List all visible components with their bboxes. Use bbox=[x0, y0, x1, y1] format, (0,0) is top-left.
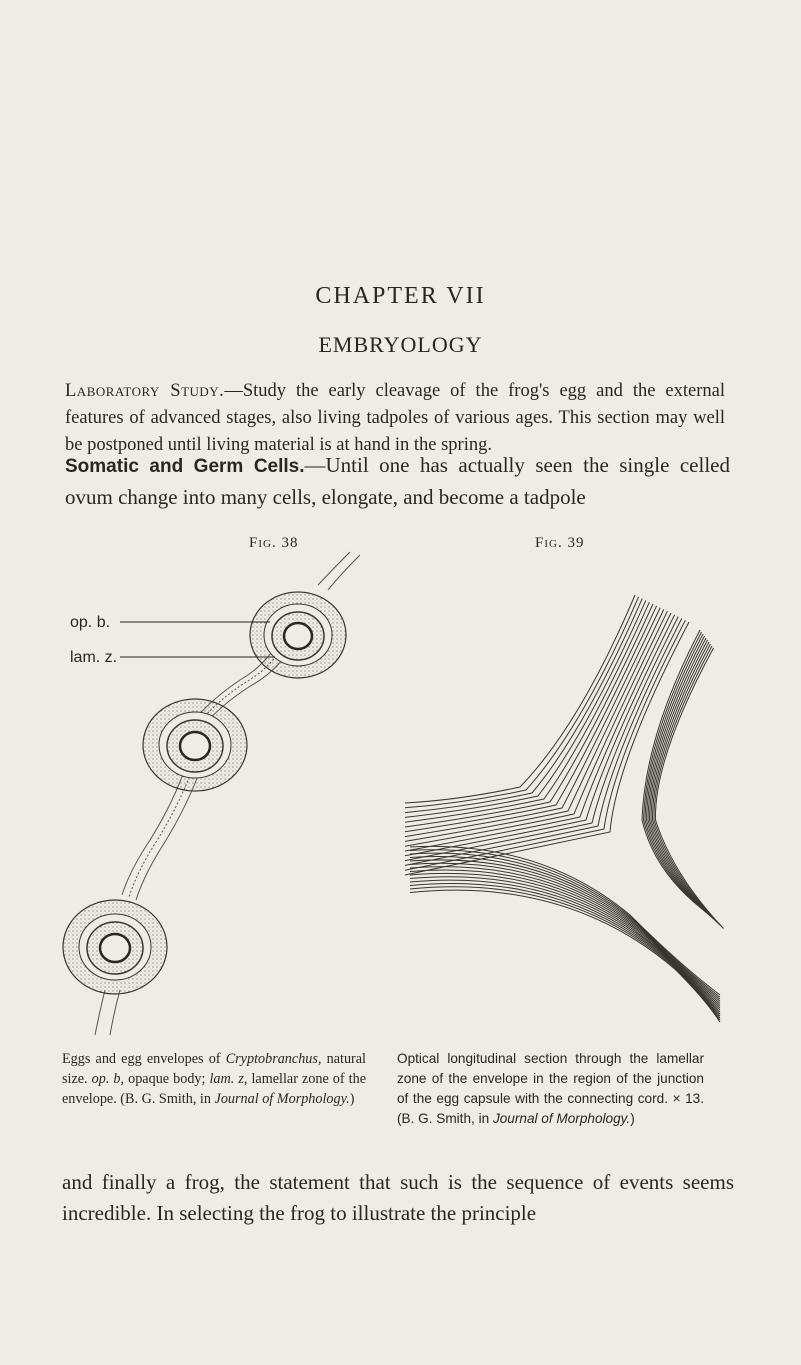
lamella-line bbox=[410, 873, 720, 1011]
laboratory-lead: Laboratory Study. bbox=[65, 381, 225, 401]
lamellar-lines bbox=[405, 595, 724, 1022]
lamella-line bbox=[410, 863, 720, 1005]
fig38-illustration bbox=[60, 550, 360, 1040]
fig39-illustration bbox=[380, 555, 745, 1035]
section-title: EMBRYOLOGY bbox=[318, 332, 483, 357]
lamella-line bbox=[405, 609, 664, 841]
fig38-label: Fig. 38 bbox=[249, 535, 299, 551]
op-b-label: op. b. bbox=[70, 614, 111, 631]
lamella-line bbox=[410, 877, 720, 1014]
lamella-line bbox=[405, 600, 646, 817]
lamella-line bbox=[405, 599, 642, 813]
somatic-paragraph bbox=[65, 450, 730, 512]
lamella-line bbox=[410, 870, 720, 1010]
lamella-line bbox=[410, 867, 720, 1008]
laboratory-text: —Study the early cleavage of the frog's egg and the external features of advanced stages, also living tadpoles of various ages. This section may well be postponed until living material is at hand in the spring. bbox=[65, 381, 725, 455]
lam-z-label: lam. z. bbox=[70, 649, 118, 666]
fig39-caption bbox=[397, 1049, 704, 1129]
somatic-text: —Until one has actually seen the single celled ovum change into many cells, elongate, and become a tadpole bbox=[65, 453, 730, 509]
closing-paragraph: and finally a frog, the statement that such is the sequence of events seems incredible. In selecting the frog to illustrate the principle bbox=[62, 1170, 734, 1225]
lamella-line bbox=[405, 615, 675, 856]
laboratory-paragraph bbox=[65, 378, 725, 459]
lamella-line bbox=[405, 595, 635, 803]
egg-middle bbox=[143, 699, 247, 791]
chapter-title: CHAPTER VII bbox=[315, 283, 486, 309]
lamella-line bbox=[410, 880, 720, 1016]
fig39-caption-journal: Journal of Morphology. bbox=[492, 1111, 631, 1126]
lamella-line bbox=[405, 597, 639, 808]
lamella-line bbox=[405, 617, 678, 861]
fig38-caption-species: Cryptobranchus, bbox=[225, 1051, 322, 1067]
fig38-caption-d: ) bbox=[349, 1091, 355, 1107]
lamella-line bbox=[405, 618, 682, 865]
fig38-caption-journal: Journal of Morphology. bbox=[214, 1091, 350, 1107]
lamella-line bbox=[405, 613, 671, 851]
fig39-caption-b: ) bbox=[630, 1111, 635, 1126]
lamella-line bbox=[405, 611, 667, 846]
fig39-label: Fig. 39 bbox=[535, 535, 585, 551]
fig38-caption-lam: lam. z, bbox=[209, 1071, 248, 1087]
fig39-caption-a: Optical longitudinal section through the lamellar zone of the envelope in the region of the junction of the egg capsule with the connecting cord. × 13. (B. G. Smith, in bbox=[397, 1051, 704, 1126]
fig38-caption-op: op. b, bbox=[91, 1071, 125, 1087]
somatic-lead: Somatic and Germ Cells. bbox=[65, 456, 305, 477]
fig38-caption-lead: Eggs and egg envelopes of bbox=[62, 1051, 226, 1067]
fig38-caption-b: opaque body; bbox=[124, 1071, 210, 1087]
fig38-caption-a: natural size. bbox=[62, 1051, 366, 1087]
fig38-caption-c: lamellar zone of the envelope. (B. G. Smith, in bbox=[62, 1071, 366, 1107]
egg-top bbox=[250, 592, 346, 678]
lamella-line bbox=[405, 608, 660, 837]
fig38-caption bbox=[62, 1049, 366, 1109]
egg-bottom bbox=[63, 900, 167, 994]
